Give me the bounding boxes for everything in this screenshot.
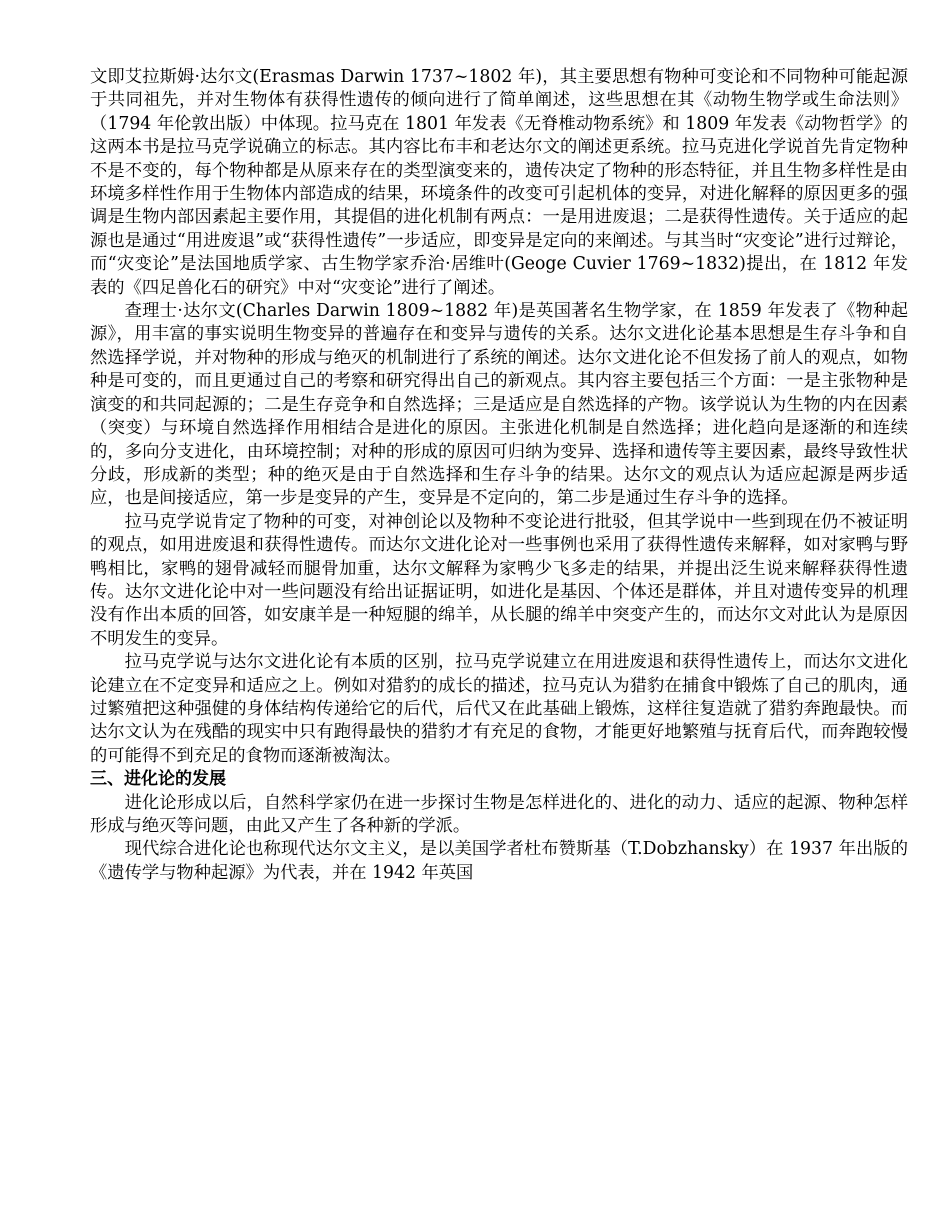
paragraph-erasmus-lamarck: 文即艾拉斯姆·达尔文(Erasmas Darwin 1737~1802 年)，其主要思想有物种可变论和不同物种可能起源于共同祖先，并对生物体有获得性遗传的倾向进行了简单阐述，这些思想在其《动物生物学或生命法则》（1794 年伦敦出版）中体现。拉马克在 1801 年发表《无脊椎动物系统》和 1809 年发表《动物哲学》的这两本书是拉马克学说确立的标志。其内容比布丰和老达尔文的阐述更系统。拉马克进化学说首先肯定物种不是不变的，每个物种都是从原来存在的类型演变来的，遗传决定了物种的形态特征，并且生物多样性是由环境多样性作用于生物体内部造成的结果，环境条件的改变可引起机体的变异，对进化解释的原因更多的强调是生物内部因素起主要作用，其提倡的进化机制有两点：一是用进废退；二是获得性遗传。关于适应的起源也是通过“用进废退”或“获得性遗传”一步适应，即变异是定向的来阐述。与其当时“灾变论”进行过辩论，而“灾变论”是法国地质学家、古生物学家乔治·居维叶(Geoge Cuvier 1769~1832)提出，在 1812 年发表的《四足兽化石的研究》中对“灾变论”进行了阐述。 — [90, 67, 908, 298]
paragraph-charles-darwin: 查理士·达尔文(Charles Darwin 1809~1882 年)是英国著名生物学家，在 1859 年发表了《物种起源》，用丰富的事实说明生物变异的普遍存在和变异与遗传的关系。达尔文进化论基本思想是生存斗争和自然选择学说，并对物种的形成与绝灭的机制进行了系统的阐述。达尔文进化论不但发扬了前人的观点，如物种是可变的，而且更通过自己的考察和研究得出自己的新观点。其内容主要包括三个方面：一是主张物种是演变的和共同起源的；二是生存竞争和自然选择；三是适应是自然选择的产物。该学说认为生物的内在因素（突变）与环境自然选择作用相结合是进化的原因。主张进化机制是自然选择；进化趋向是逐渐的和连续的，多向分支进化，由环境控制；对种的形成的原因可归纳为变异、选择和遗传等主要因素，最终导致性状分歧，形成新的类型；种的绝灭是由于自然选择和生存斗争的结果。达尔文的观点认为适应起源是两步适应，也是间接适应，第一步是变异的产生，变异是不定向的，第二步是通过生存斗争的选择。 — [90, 301, 908, 509]
document-page — [90, 66, 908, 885]
paragraph-cheetah-example: 拉马克学说与达尔文进化论有本质的区别，拉马克学说建立在用进废退和获得性遗传上，而达尔文进化论建立在不定变异和适应之上。例如对猎豹的成长的描述，拉马克认为猎豹在捕食中锻炼了自己的肌肉，通过繁殖把这种强健的身体结构传递给它的后代，后代又在此基础上锻炼，这样往复造就了猎豹奔跑最快。而达尔文认为在残酷的现实中只有跑得最快的猎豹才有充足的食物，才能更好地繁殖与抚育后代，而奔跑较慢的可能得不到充足的食物而逐渐被淘汰。 — [90, 652, 908, 766]
paragraph-new-schools: 进化论形成以后，自然科学家仍在进一步探讨生物是怎样进化的、进化的动力、适应的起源、物种怎样形成与绝灭等问题，由此又产生了各种新的学派。 — [90, 792, 908, 836]
paragraph-comparison-critique: 拉马克学说肯定了物种的可变，对神创论以及物种不变论进行批驳，但其学说中一些到现在仍不被证明的观点，如用进废退和获得性遗传。而达尔文进化论对一些事例也采用了获得性遗传来解释，如对家鸭与野鸭相比，家鸭的翅骨减轻而腿骨加重，达尔文解释为家鸭少飞多走的结果，并提出泛生说来解释获得性遗传。达尔文进化论中对一些问题没有给出证据证明，如进化是基因、个体还是群体，并且对遗传变异的机理没有作出本质的回答，如安康羊是一种短腿的绵羊，从长腿的绵羊中突变产生的，而达尔文对此认为是原因不明发生的变异。 — [90, 511, 908, 649]
paragraph-modern-synthesis: 现代综合进化论也称现代达尔文主义，是以美国学者杜布赞斯基（T.Dobzhansky）在 1937 年出版的《遗传学与物种起源》为代表，并在 1942 年英国 — [90, 839, 908, 883]
section-heading-evolution-development: 三、进化论的发展 — [90, 769, 226, 790]
